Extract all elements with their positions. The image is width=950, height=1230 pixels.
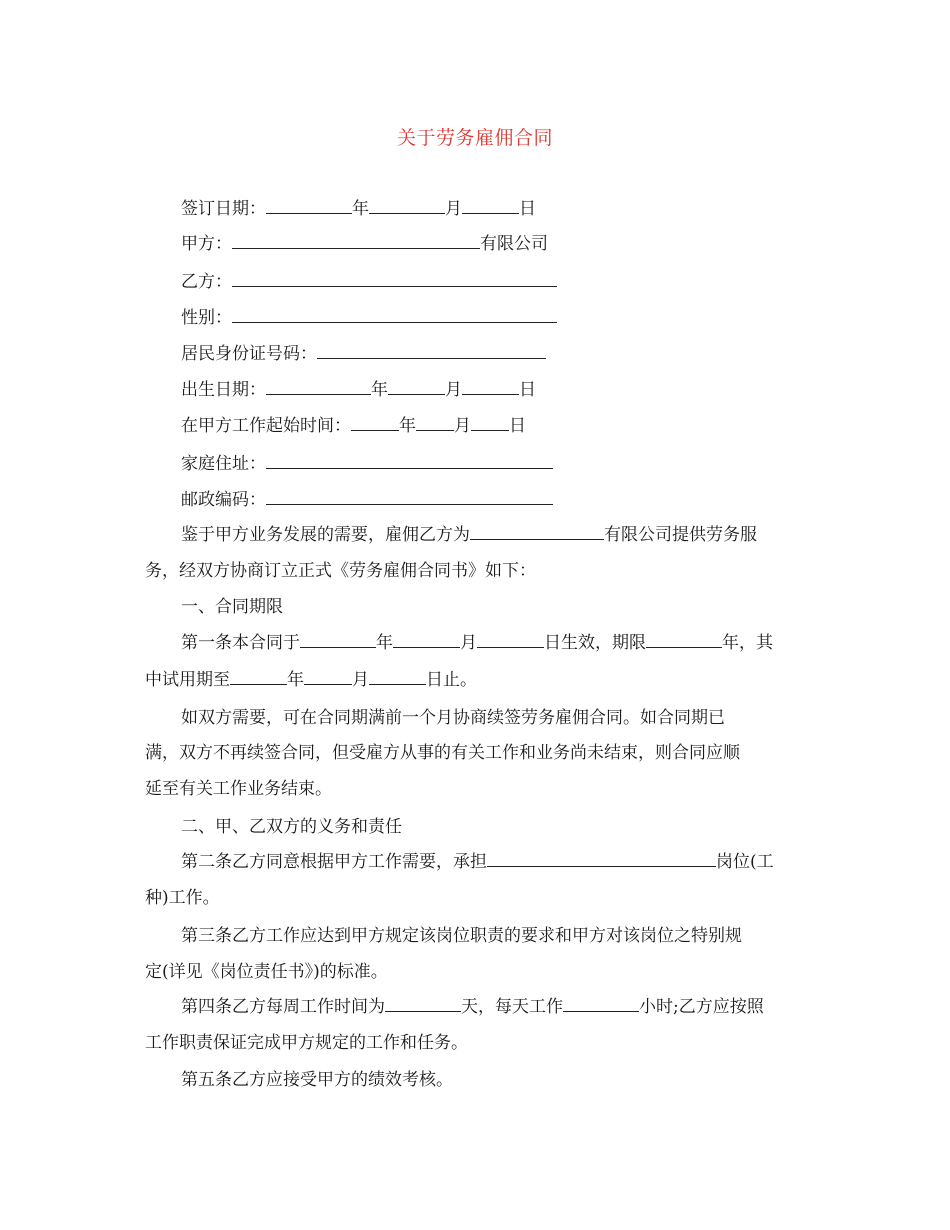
text-line [181, 815, 805, 839]
blank-field-line [232, 232, 480, 249]
text-line [181, 414, 805, 438]
line-text: 第二条乙方同意根据甲方工作需要，承担 [181, 852, 487, 873]
line-text: 月 [445, 199, 462, 220]
line-text: 月 [445, 380, 462, 401]
text-line [181, 523, 805, 547]
blank-field-line [304, 668, 352, 685]
blank-field-line [300, 631, 376, 648]
line-text: 种)工作。 [145, 888, 220, 908]
line-text: 有限公司 [480, 234, 548, 255]
document-title: 关于劳务雇佣合同 [396, 127, 553, 149]
blank-field-line [646, 631, 722, 648]
line-text: 满，双方不再续签合同，但受雇方从事的有关工作和业务尚未结束，则合同应顺 [145, 743, 740, 763]
line-text: 年 [376, 633, 393, 654]
blank-field-line [385, 995, 461, 1012]
blank-field-line [266, 197, 352, 214]
line-text: 甲方： [181, 234, 232, 255]
line-text: 小时;乙方应按照 [639, 997, 764, 1018]
blank-field-line [393, 631, 460, 648]
blank-field-line [462, 378, 519, 395]
text-line [181, 631, 805, 655]
text-line [145, 886, 805, 910]
text-line [181, 706, 805, 730]
line-text: 鉴于甲方业务发展的需要，雇佣乙方为 [181, 525, 470, 546]
text-line [181, 232, 805, 256]
blank-field-line [470, 523, 604, 540]
text-line [145, 960, 805, 984]
line-text: 签订日期： [181, 199, 266, 220]
text-line [181, 197, 805, 221]
blank-field-line [232, 306, 557, 323]
text-line [145, 668, 805, 692]
text-line [181, 488, 805, 512]
line-text: 年 [287, 670, 304, 691]
line-text: 乙方： [181, 272, 232, 293]
text-line [145, 1031, 805, 1055]
text-line [181, 342, 805, 366]
text-line [145, 559, 805, 583]
line-text: 居民身份证号码： [181, 344, 317, 365]
blank-field-line [369, 668, 426, 685]
line-text: 定(详见《岗位责任书》)的标准。 [145, 962, 388, 982]
line-text: 中试用期至 [145, 670, 230, 691]
line-text: 日 [509, 416, 526, 437]
text-line [145, 741, 805, 765]
line-text: 岗位(工 [716, 852, 774, 873]
line-text: 第一条本合同于 [181, 633, 300, 654]
blank-field-line [471, 414, 509, 431]
blank-field-line [477, 631, 544, 648]
line-text: 第三条乙方工作应达到甲方规定该岗位职责的要求和甲方对该岗位之特别规 [181, 926, 742, 946]
line-text: 邮政编码： [181, 490, 266, 511]
blank-field-line [351, 414, 399, 431]
blank-field-line [388, 378, 445, 395]
text-line [181, 452, 805, 476]
blank-field-line [369, 197, 445, 214]
line-text: 第四条乙方每周工作时间为 [181, 997, 385, 1018]
blank-field-line [230, 668, 287, 685]
line-text: 一、合同期限 [181, 597, 283, 617]
text-line [181, 1068, 805, 1092]
line-text: 第五条乙方应接受甲方的绩效考核。 [181, 1070, 453, 1090]
blank-field-line [232, 270, 557, 287]
line-text: 日 [519, 199, 536, 220]
line-text: 天，每天工作 [461, 997, 563, 1018]
line-text: 日止。 [426, 670, 477, 691]
text-line [181, 595, 805, 619]
blank-field-line [563, 995, 639, 1012]
line-text: 家庭住址： [181, 454, 266, 475]
blank-field-line [266, 378, 371, 395]
text-line [181, 850, 805, 874]
line-text: 如双方需要，可在合同期满前一个月协商续签劳务雇佣合同。如合同期已 [181, 708, 725, 728]
text-line [181, 306, 805, 330]
blank-field-line [416, 414, 454, 431]
line-text: 年 [352, 199, 369, 220]
text-line [181, 270, 805, 294]
line-text: 务，经双方协商订立正式《劳务雇佣合同书》如下： [145, 561, 536, 581]
text-line [181, 995, 805, 1019]
line-text: 月 [352, 670, 369, 691]
line-text: 性别： [181, 308, 232, 329]
line-text: 有限公司提供劳务服 [604, 525, 757, 546]
text-line [181, 378, 805, 402]
line-text: 年 [399, 416, 416, 437]
line-text: 日生效，期限 [544, 633, 646, 654]
line-text: 年，其 [722, 633, 773, 654]
blank-field-line [487, 850, 716, 867]
line-text: 工作职责保证完成甲方规定的工作和任务。 [145, 1033, 468, 1053]
line-text: 二、甲、乙双方的义务和责任 [181, 817, 402, 837]
blank-field-line [266, 488, 553, 505]
blank-field-line [317, 342, 546, 359]
text-line [145, 777, 805, 801]
line-text: 月 [454, 416, 471, 437]
line-text: 年 [371, 380, 388, 401]
line-text: 延至有关工作业务结束。 [145, 779, 332, 799]
line-text: 月 [460, 633, 477, 654]
blank-field-line [462, 197, 519, 214]
line-text: 出生日期： [181, 380, 266, 401]
line-text: 日 [519, 380, 536, 401]
text-line [181, 924, 805, 948]
blank-field-line [266, 452, 553, 469]
line-text: 在甲方工作起始时间： [181, 416, 351, 437]
